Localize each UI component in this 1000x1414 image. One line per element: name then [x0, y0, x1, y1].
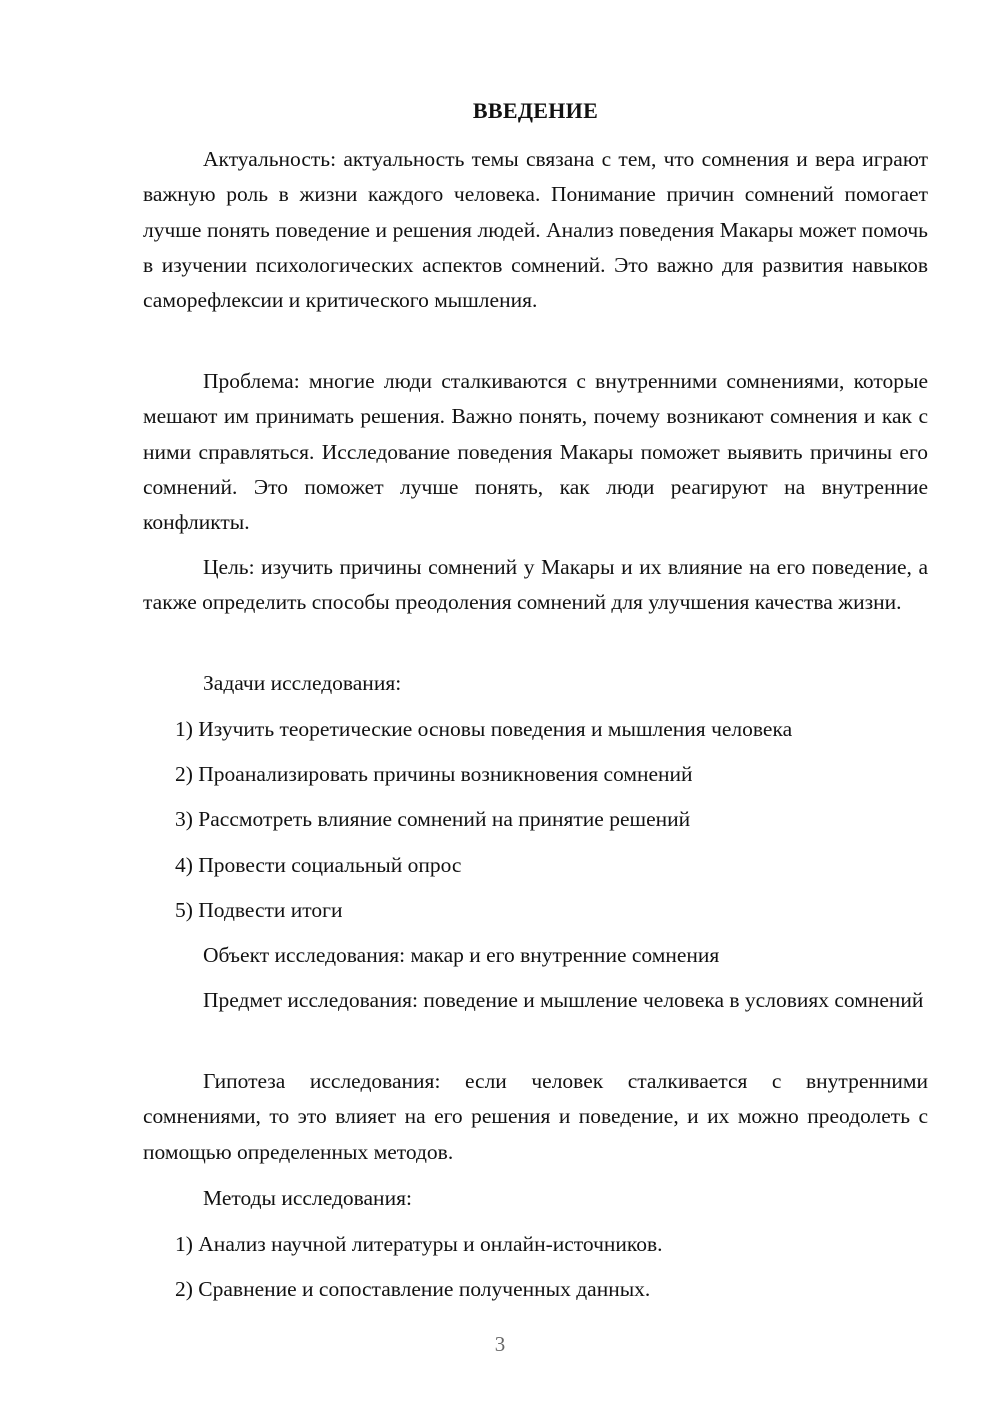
problem-paragraph: Проблема: многие люди сталкиваются с внутренними сомнениями, которые мешают им принимать решения. Важно понять, почему возникают сомнения и как с ними справляться. Исследование поведения Макары поможет выявить причины его сомнений. Это поможет лучше понять, как люди реагируют на внутренние конфликты. [143, 369, 928, 535]
method-item: 2) Сравнение и сопоставление полученных данных. [175, 1277, 651, 1301]
tasks-title: Задачи исследования: [203, 671, 402, 695]
task-item: 1) Изучить теоретические основы поведения и мышления человека [175, 717, 793, 741]
object-line: Объект исследования: макар и его внутренние сомнения [203, 943, 720, 967]
goal-paragraph: Цель: изучить причины сомнений у Макары и их влияние на его поведение, а также определить способы преодоления сомнений для улучшения качества жизни. [143, 555, 928, 615]
task-item: 5) Подвести итоги [175, 898, 343, 922]
methods-title: Методы исследования: [203, 1186, 412, 1210]
page-number: 3 [494, 1332, 506, 1356]
page-heading: ВВЕДЕНИЕ [472, 98, 599, 123]
subject-paragraph: Предмет исследования: поведение и мышление человека в условиях сомнений [203, 988, 924, 1012]
task-item: 2) Проанализировать причины возникновения сомнений [175, 762, 693, 786]
method-item: 1) Анализ научной литературы и онлайн-источников. [175, 1232, 663, 1256]
task-item: 4) Провести социальный опрос [175, 853, 462, 877]
hypothesis-paragraph: Гипотеза исследования: если человек сталкивается с внутренними сомнениями, то это влияет на его решения и поведение, и их можно преодолеть с помощью определенных методов. [143, 1069, 928, 1164]
relevance-paragraph: Актуальность: актуальность темы связана с тем, что сомнения и вера играют важную роль в жизни каждого человека. Понимание причин сомнений помогает лучше понять поведение и решения людей. Анализ поведения Макары может помочь в изучении психологических аспектов сомнений. Это важно для развития навыков саморефлексии и критического мышления. [143, 147, 928, 313]
task-item: 3) Рассмотреть влияние сомнений на принятие решений [175, 807, 691, 831]
